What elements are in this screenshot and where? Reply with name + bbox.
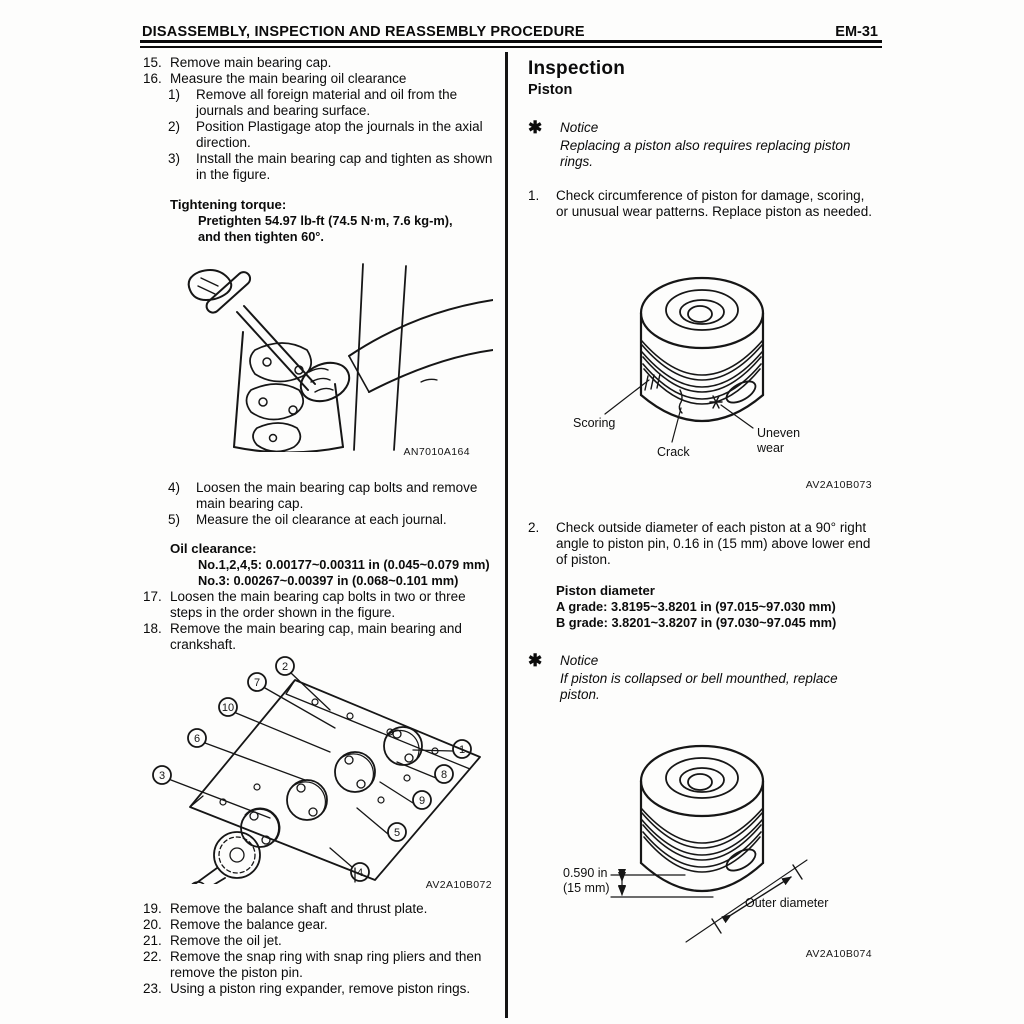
step-number: 20. (143, 917, 162, 932)
step-number: 19. (143, 901, 162, 916)
notice-label: Notice (560, 653, 599, 668)
oil-clearance-label: Oil clearance: (170, 541, 257, 556)
notice-2 (528, 653, 872, 703)
step-number: 17. (143, 589, 162, 604)
label-outer-diameter: Outer diameter (745, 896, 829, 910)
notice-text: If piston is collapsed or bell mounthed, replace piston. (560, 671, 838, 702)
torque-line-2: and then tighten 60°. (198, 229, 324, 244)
callout-number: 9 (418, 795, 426, 807)
step-16-1 (168, 87, 495, 119)
page-number: EM-31 (835, 24, 878, 40)
step-21 (143, 933, 495, 949)
notice-label: Notice (560, 120, 599, 135)
steps-15-16 (143, 55, 495, 183)
label-skirt-dimension: 0.590 in (15 mm) (563, 866, 610, 895)
step-number: 16. (143, 71, 162, 86)
item-number: 1. (528, 188, 540, 203)
label-uneven-wear: Uneven wear (757, 426, 801, 455)
notice-1 (528, 120, 872, 170)
oil-clearance-spec (170, 541, 490, 589)
substep-text: Install the main bearing cap and tighten as shown in the figure. (196, 151, 493, 182)
piston-diameter-drawing (545, 736, 875, 948)
substep-number: 5) (168, 512, 181, 527)
callout-number: 2 (281, 661, 289, 673)
callout-number: 5 (393, 827, 401, 839)
step-number: 23. (143, 981, 162, 996)
step-18 (143, 621, 495, 653)
substep-text: Position Plastigage atop the journals in the axial direction. (196, 119, 483, 150)
substep-number: 4) (168, 480, 181, 495)
step-20 (143, 917, 495, 933)
figure-torque-wrench (163, 262, 493, 452)
piston-damage-drawing (545, 268, 875, 480)
callout-number: 10 (221, 702, 235, 714)
inspection-item-1 (528, 188, 875, 220)
section-heading: Inspection (528, 58, 626, 79)
step-17 (143, 589, 495, 621)
piston-diameter-b-grade: B grade: 3.8201~3.8207 in (97.030~97.045 mm) (556, 615, 837, 630)
column-divider (505, 52, 508, 1018)
steps-17-18 (143, 589, 495, 653)
step-text: Remove the balance shaft and thrust plate. (170, 901, 428, 916)
notice-asterisk-icon: ✱ (528, 118, 543, 137)
substep-text: Remove all foreign material and oil from the journals and bearing surface. (196, 87, 458, 118)
notice-asterisk-icon: ✱ (528, 651, 543, 670)
substep-text: Measure the oil clearance at each journal. (196, 512, 447, 527)
step-text: Measure the main bearing oil clearance (170, 71, 407, 86)
torque-line-1: Pretighten 54.97 lb-ft (74.5 N·m, 7.6 kg-m), (198, 213, 453, 228)
page-title: DISASSEMBLY, INSPECTION AND REASSEMBLY PROCEDURE (142, 24, 585, 40)
step-text: Remove main bearing cap. (170, 55, 332, 70)
substep-number: 3) (168, 151, 181, 166)
step-16 (143, 71, 495, 87)
torque-spec (170, 197, 453, 245)
figure-cylinder-block-callouts (145, 650, 495, 884)
label-scoring: Scoring (573, 416, 616, 430)
inspection-item-2 (528, 520, 878, 568)
item-number: 2. (528, 520, 540, 535)
figure-code: AN7010A164 (403, 446, 470, 458)
step-text: Using a piston ring expander, remove piston rings. (170, 981, 471, 996)
step-text: Loosen the main bearing cap bolts in two or three steps in the order shown in the figure. (170, 589, 466, 620)
oil-clearance-line-2: No.3: 0.00267~0.00397 in (0.068~0.101 mm) (198, 573, 459, 588)
figure-code: AV2A10B074 (805, 948, 872, 960)
step-text: Remove the snap ring with snap ring pliers and then remove the piston pin. (170, 949, 482, 980)
notice-text: Replacing a piston also requires replacing piston rings. (560, 138, 851, 169)
step-text: Remove the oil jet. (170, 933, 282, 948)
section-subheading: Piston (528, 82, 573, 98)
step-5 (168, 512, 495, 528)
step-4 (168, 480, 495, 512)
step-number: 21. (143, 933, 162, 948)
piston-diameter-label: Piston diameter (556, 583, 655, 598)
step-19 (143, 901, 495, 917)
figure-code: AV2A10B072 (425, 879, 492, 891)
figure-piston-diameter (545, 736, 875, 948)
steps-19-23 (143, 901, 495, 997)
callout-number: 7 (253, 677, 261, 689)
label-crack: Crack (657, 445, 690, 459)
callout-number: 4 (356, 867, 364, 879)
steps-4-5 (168, 480, 495, 528)
step-23 (143, 981, 495, 997)
step-number: 15. (143, 55, 162, 70)
substep-number: 1) (168, 87, 181, 102)
oil-clearance-line-1: No.1,2,4,5: 0.00177~0.00311 in (0.045~0.079 mm) (198, 557, 490, 572)
callout-number: 6 (193, 733, 201, 745)
callout-markers (153, 657, 471, 881)
step-22 (143, 949, 495, 981)
step-number: 18. (143, 621, 162, 636)
callout-number: 3 (158, 770, 166, 782)
figure-piston-damage (545, 268, 875, 480)
item-text: Check circumference of piston for damage, scoring, or unusual wear patterns. Replace piston as needed. (556, 188, 872, 219)
substep-number: 2) (168, 119, 181, 134)
substep-text: Loosen the main bearing cap bolts and remove main bearing cap. (196, 480, 478, 511)
callout-number: 8 (440, 769, 448, 781)
callout-number: 1 (458, 744, 466, 756)
figure-code: AV2A10B073 (805, 479, 872, 491)
torque-label: Tightening torque: (170, 197, 287, 212)
step-text: Remove the main bearing cap, main bearing and crankshaft. (170, 621, 462, 652)
step-text: Remove the balance gear. (170, 917, 328, 932)
step-15 (143, 55, 495, 71)
item-text: Check outside diameter of each piston at a 90° right angle to piston pin, 0.16 in (15 mm) above lower end of piston. (556, 520, 871, 567)
piston-diameter-spec (556, 583, 836, 631)
piston-diameter-a-grade: A grade: 3.8195~3.8201 in (97.015~97.030 mm) (556, 599, 836, 614)
step-number: 22. (143, 949, 162, 964)
step-16-2 (168, 119, 495, 151)
header-rule (140, 40, 882, 48)
step-16-3 (168, 151, 495, 183)
